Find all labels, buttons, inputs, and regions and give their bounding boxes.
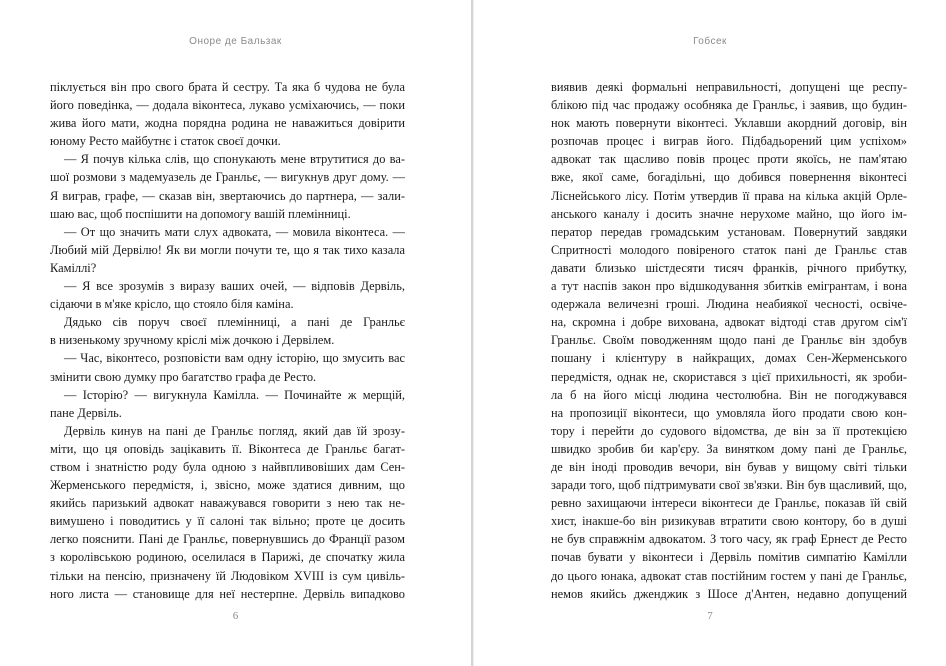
right-page [473, 0, 946, 666]
text-line: — Я почув кілька слів, що спонукають мене втрутитися до ва- [64, 152, 405, 167]
text-line: розпочав процес і виграв його. Підбадьорений цим успіхом» [551, 134, 907, 149]
text-line: ператор передав громадським установам. Повернутий завдяки [551, 224, 907, 239]
text-line: його поведінка, — додала віконтеса, лукаво усміхаючись, — поки [50, 98, 405, 113]
text-line: вже, якої саме, богадільні, що добився повернення віконтесі [551, 170, 907, 185]
text-line: шаю вас, щоб поспішити на допомогу вашій племінниці. [50, 206, 351, 221]
text-line: Спритності молодого повіреного статок пані де Гранльє став [551, 242, 907, 257]
text-line: де він іноді проводив вечори, він бував у вищому світі тільки [551, 459, 907, 474]
text-line: ного листа — становище для неї нестерпне. Дервіль випадково [50, 586, 405, 601]
text-line: передмістя, однак не, скористався з цієї прихильності, як зроби- [551, 369, 907, 384]
text-line: ла б на його місці людина честолюбна. Він не погоджувався [551, 387, 907, 402]
text-line: тільки на пенсію, призначену їй Людовіком XVIII із сум цивіль- [50, 568, 405, 583]
text-line: юному Ресто майбутнє і статок своєї дочки. [50, 134, 281, 149]
text-line: змінити свою думку про багатство графа де Ресто. [50, 369, 317, 384]
text-line: Я виграв, графе, — сказав він, звертаючись до партнера, — зали- [50, 188, 405, 203]
text-line: з королівською родиною, оселилася в Парижі, де спочатку жила [50, 550, 405, 565]
text-line: адвокат так щасливо повів процес проти якоїсь, не пам'ятаю [551, 152, 907, 167]
text-line: вимушено і поводитись у її салоні так вільно; проте це досить [50, 514, 405, 529]
text-line: до цього юнака, адвокат став постійним гостем у пані де Гранльє, [551, 568, 907, 583]
text-line: міти, що ця оповідь зацікавить її. Віконтеса де Гранльє багат- [50, 441, 405, 456]
page-number-left: 6 [232, 610, 239, 622]
text-line: ревно захищаючи інтереси віконтеси де Гранльє, показав їй свій [551, 496, 907, 511]
text-line: заради того, щоб підтримувати свої зв'язки. Він був щасливий, що, [551, 478, 907, 493]
text-line: давати близько шістдесяти тисяч франків, річного прибутку, [551, 260, 907, 275]
text-line: на, скромна і добре вихована, адвокат відтоді став другом сім'ї [551, 315, 907, 330]
text-line: не був справжнім адвокатом. З того часу, як граф Ернест де Ресто [551, 532, 907, 547]
text-line: на пропозиції віконтеси, що умовляла його продати свою кон- [551, 405, 907, 420]
text-line: анського каналу і досить значне нерухоме майно, що його ім- [551, 206, 907, 221]
text-line: почав бувати у віконтеси і Дервіль помітив симпатію Камілли [551, 550, 907, 565]
text-line: Гранльє. Своїм поводженням щодо пані де Гранльє він здобув [551, 333, 907, 348]
text-line: якийсь паризький адвокат наважувався говорити з нею так не- [50, 496, 405, 511]
text-line: пошану і клієнтуру в найкращих, домах Сен-Жерменського [551, 351, 907, 366]
left-page-text [50, 78, 405, 603]
text-line: легко пояснити. Пані де Гранльє, повернувшись до Франції разом [50, 532, 405, 547]
text-line: піклується він про свого брата й сестру. Та яка б чудова не була [50, 80, 405, 94]
text-line: шої розмови з мадемуазель де Гранльє, — вигукнув друг дому. — [50, 170, 405, 185]
text-line: ством і знатністю роду була одною з найвпливовіших дам Сен- [50, 459, 405, 474]
text-line: Каміллі? [50, 260, 97, 275]
text-line: Любий мій Дервілю! Як ви могли почути те, що я так тихо казала [50, 242, 405, 257]
text-line: Жерменського передмістя, і, звісно, може здатися дивним, що [50, 478, 405, 493]
text-line: сідаючи в м'яке крісло, що стояло біля каміна. [50, 297, 294, 312]
text-line: — Час, віконтесо, розповісти вам одну історію, що змусить вас [64, 351, 405, 366]
text-line: виявив деякі формальні неправильності, допущені ще респу- [551, 80, 907, 94]
text-line: — Я все зрозумів з виразу ваших очей, — відповів Дервіль, [64, 279, 405, 294]
text-line: хист, інакше-бо він ризикував втратити свою контору, бо в душі [551, 514, 907, 529]
right-page-text [551, 78, 907, 603]
text-line: — Історію? — вигукнула Камілла. — Починайте ж мерщій, [64, 387, 405, 402]
text-line: немов якийсь дженджик з Шосе д'Антен, недавно допущений [551, 586, 907, 601]
text-line: а тут наспів закон про відшкодування збитків емігрантам, і вона [551, 279, 907, 294]
text-line: нок мають повернути віконтесі. Уклавши акордний договір, він [551, 116, 907, 131]
running-head-author: Оноре де Бальзак [189, 36, 282, 47]
text-line: тору і перейти до судового відомства, де він за її протекцією [551, 423, 907, 438]
text-line: в низенькому зручному кріслі між дочкою і Дервілем. [50, 333, 335, 348]
text-line: блікою під час продажу особняка де Гранльє, і заявив, що будин- [551, 98, 907, 113]
text-line: одержала величезні гроші. Людина неабиякої чесності, освіче- [551, 297, 907, 312]
text-line: пане Дервіль. [50, 405, 122, 420]
text-line: жива його мати, жодна порядна родина не наважиться довірити [50, 116, 405, 131]
text-line: Дервіль кинув на пані де Гранльє погляд, який дав їй зрозу- [64, 423, 405, 438]
running-head-title: Гобсек [693, 36, 727, 47]
text-line: — От що значить мати слух адвоката, — мовила віконтеса. — [64, 224, 405, 239]
text-line: Дядько сів поруч своєї племінниці, а пані де Гранльє [64, 315, 405, 330]
text-line: швидко зробив би кар'єру. За винятком дому пані де Гранльє, [551, 441, 907, 456]
text-line: Ліснейського лісу. Потім утвердив її права на кілька акцій Орле- [551, 188, 907, 203]
page-number-right: 7 [707, 610, 713, 622]
